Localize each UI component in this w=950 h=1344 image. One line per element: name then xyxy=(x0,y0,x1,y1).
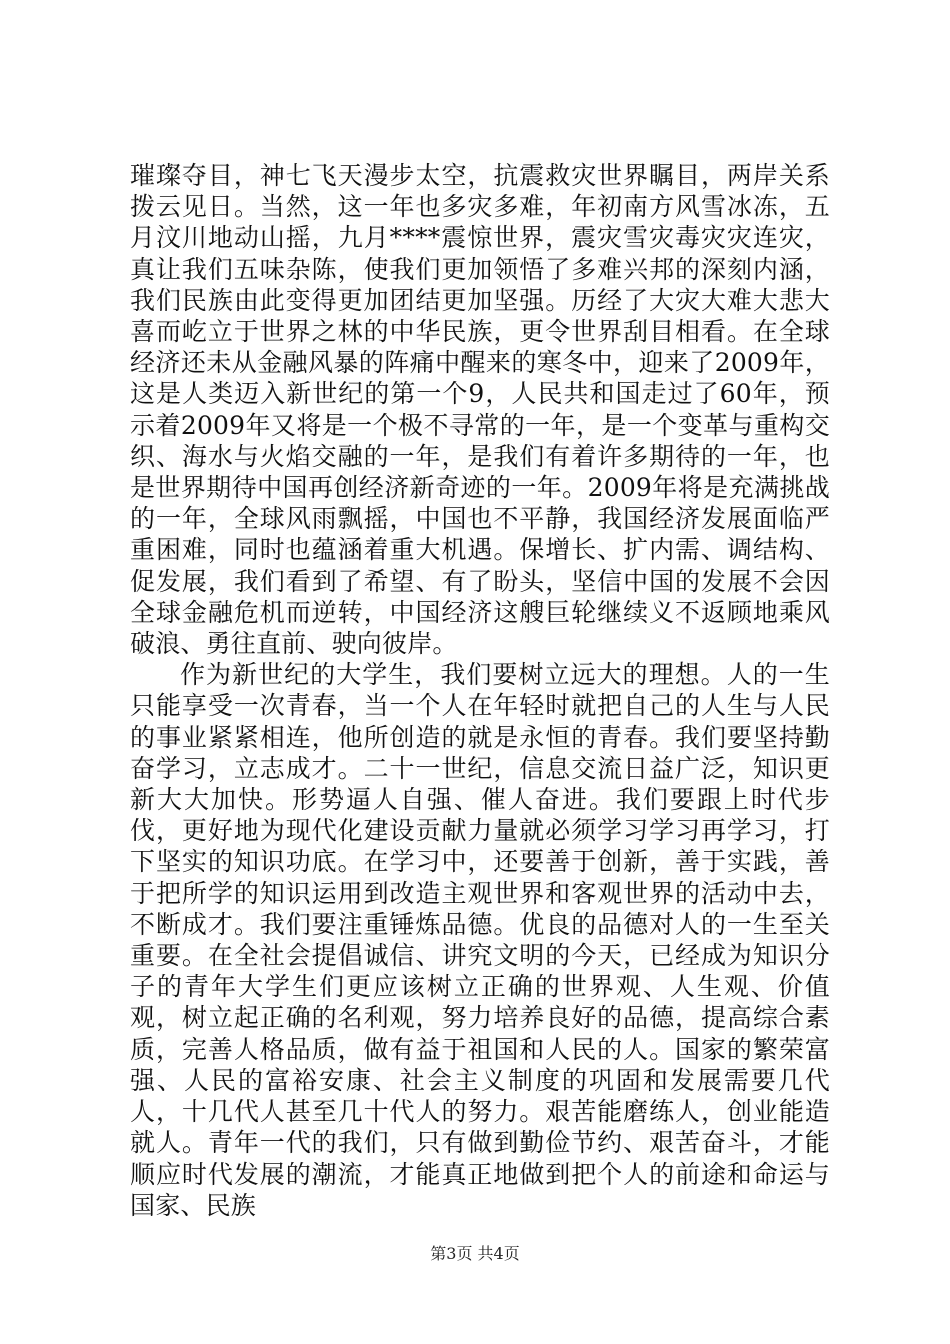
paragraph-1: 璀璨夺目，神七飞天漫步太空，抗震救灾世界瞩目，两岸关系拨云见日。当然，这一年也多灾多难，年初南方风雪冰冻，五月汶川地动山摇，九月****震惊世界，震灾雪灾毒灾灾连灾，真让我们五味杂陈，使我们更加领悟了多难兴邦的深刻内涵，我们民族由此变得更加团结更加坚强。历经了大灾大难大悲大喜而屹立于世界之林的中华民族，更令世界刮目相看。在全球经济还未从金融风暴的阵痛中醒来的寒冬中，迎来了2009年，这是人类迈入新世纪的第一个9，人民共和国走过了60年，预示着2009年又将是一个极不寻常的一年，是一个变革与重构交织、海水与火焰交融的一年，是我们有着许多期待的一年，也是世界期待中国再创经济新奇迹的一年。2009年将是充满挑战的一年，全球风雨飘摇，中国也不平静，我国经济发展面临严重困难，同时也蕴涵着重大机遇。保增长、扩内需、调结构、促发展，我们看到了希望、有了盼头，坚信中国的发展不会因全球金融危机而逆转，中国经济这艘巨轮继续义不返顾地乘风破浪、勇往直前、驶向彼岸。 xyxy=(130,161,830,659)
document-body xyxy=(130,160,830,1221)
paragraph-2: 作为新世纪的大学生，我们要树立远大的理想。人的一生只能享受一次青春，当一个人在年轻时就把自己的人生与人民的事业紧紧相连，他所创造的就是永恒的青春。我们要坚持勤奋学习，立志成才。二十一世纪，信息交流日益广泛，知识更新大大加快。形势逼人自强、催人奋进。我们要跟上时代步伐，更好地为现代化建设贡献力量就必须学习学习再学习，打下坚实的知识功底。在学习中，还要善于创新，善于实践，善于把所学的知识运用到改造主观世界和客观世界的活动中去，不断成才。我们要注重锤炼品德。优良的品德对人的一生至关重要。在全社会提倡诚信、讲究文明的今天，已经成为知识分子的青年大学生们更应该树立正确的世界观、人生观、价值观，树立起正确的名利观，努力培养良好的品德，提高综合素质，完善人格品质，做有益于祖国和人民的人。国家的繁荣富强、人民的富裕安康、社会主义制度的巩固和发展需要几代人，十几代人甚至几十代人的努力。艰苦能磨练人，创业能造就人。青年一代的我们，只有做到勤俭节约、艰苦奋斗，才能顺应时代发展的潮流，才能真正地做到把个人的前途和命运与国家、民族 xyxy=(130,660,830,1220)
page-footer: 第3页 共4页 xyxy=(430,1244,520,1263)
